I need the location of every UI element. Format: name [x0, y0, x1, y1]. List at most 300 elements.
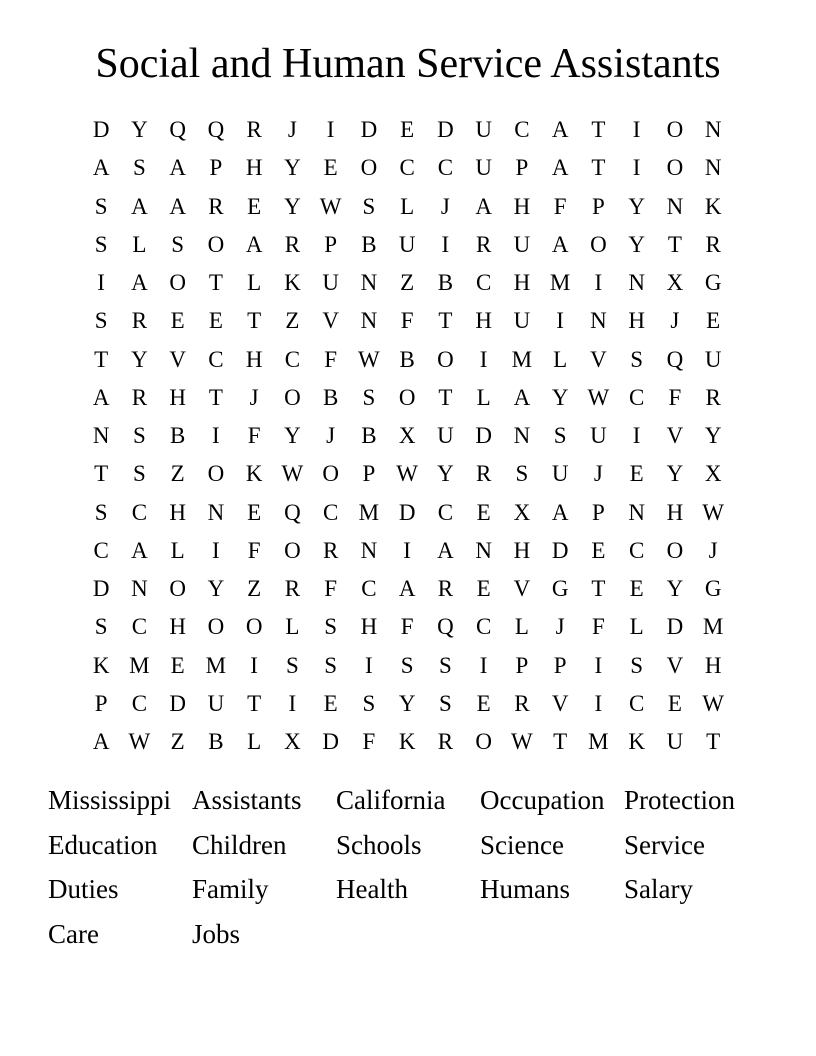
grid-letter: R [705, 231, 721, 257]
grid-letter: P [591, 499, 605, 525]
grid-letter: F [324, 576, 338, 601]
grid-row [82, 647, 734, 685]
grid-letter: U [666, 729, 684, 754]
grid-letter: N [628, 499, 645, 525]
grid-letter: D [475, 423, 492, 448]
grid-letter: L [553, 346, 568, 372]
grid-letter: A [92, 155, 110, 181]
grid-letter: W [587, 384, 610, 410]
grid-letter: I [556, 308, 564, 334]
grid-letter: M [549, 270, 571, 295]
grid-letter: T [208, 270, 223, 295]
word-list-item: Schools [336, 829, 422, 860]
word-list-item: Health [336, 874, 408, 904]
grid-letter: X [704, 461, 722, 487]
grid-letter: F [400, 614, 414, 640]
grid-letter: N [590, 308, 607, 334]
grid-letter: U [513, 308, 531, 334]
grid-letter: S [438, 652, 452, 678]
grid-letter: H [169, 384, 186, 410]
grid-letter: M [358, 499, 380, 525]
grid-letter: C [284, 346, 301, 372]
grid-letter: J [708, 537, 718, 563]
grid-letter: H [245, 346, 263, 372]
grid-letter: Y [437, 461, 454, 487]
grid-row [82, 570, 734, 608]
grid-letter: Y [207, 576, 225, 601]
grid-letter: R [475, 231, 492, 257]
grid-letter: R [246, 117, 262, 142]
grid-letter: C [628, 690, 645, 716]
grid-letter: O [284, 537, 301, 563]
grid-letter: X [284, 729, 301, 754]
grid-letter: U [590, 423, 607, 448]
grid-letter: Y [131, 117, 148, 142]
grid-row [82, 379, 734, 417]
grid-letter: J [326, 423, 336, 448]
grid-letter: B [322, 384, 339, 410]
grid-letter: P [553, 652, 567, 678]
page-title: Social and Human Service Assistants [95, 41, 721, 87]
grid-letter: L [476, 384, 491, 410]
word-list-item: Occupation [480, 785, 605, 815]
grid-letter: Y [628, 231, 645, 257]
grid-letter: Y [666, 576, 684, 601]
grid-letter: D [92, 576, 110, 601]
grid-letter: C [475, 270, 492, 295]
grid-letter: S [132, 423, 146, 448]
grid-letter: V [513, 576, 531, 601]
grid-letter: F [324, 346, 338, 372]
grid-letter: A [245, 231, 263, 257]
grid-letter: I [479, 346, 488, 372]
grid-letter: A [398, 576, 416, 601]
grid-letter: N [131, 576, 148, 601]
grid-letter: P [209, 155, 223, 181]
grid-letter: Y [628, 193, 645, 219]
grid-letter: O [245, 614, 263, 640]
word-list-item: Jobs [192, 918, 241, 949]
grid-letter: E [476, 499, 491, 525]
grid-letter: U [704, 346, 722, 372]
grid-letter: G [704, 576, 722, 601]
grid-letter: D [169, 690, 186, 716]
grid-letter: K [245, 461, 263, 487]
grid-letter: J [555, 614, 565, 640]
grid-letter: U [437, 423, 454, 448]
grid-letter: I [365, 652, 373, 678]
grid-letter: K [284, 270, 301, 295]
grid-letter: T [553, 729, 568, 754]
grid-letter: T [94, 461, 109, 487]
grid-letter: L [514, 614, 529, 640]
grid-letter: E [476, 690, 491, 716]
grid-letter: A [551, 231, 569, 257]
grid-letter: E [247, 499, 262, 525]
grid-letter: I [441, 231, 450, 257]
grid-letter: O [207, 231, 225, 257]
grid-letter: O [475, 729, 492, 754]
grid-letter: L [170, 537, 185, 563]
grid-letter: W [281, 461, 304, 487]
grid-letter: W [128, 729, 151, 754]
grid-letter: S [630, 346, 644, 372]
grid-letter: U [207, 690, 225, 716]
word-list-item: Science [480, 829, 564, 860]
grid-letter: M [511, 346, 533, 372]
grid-letter: S [171, 231, 185, 257]
grid-letter: A [92, 729, 110, 754]
grid-letter: V [590, 346, 607, 372]
grid-letter: A [131, 270, 148, 295]
grid-letter: Y [551, 384, 569, 410]
word-list-item: California [336, 785, 446, 815]
grid-letter: D [551, 537, 569, 563]
grid-letter: V [666, 423, 684, 448]
grid-letter: I [250, 652, 258, 678]
grid-letter: P [515, 652, 529, 678]
grid-letter: P [362, 461, 376, 487]
grid-letter: N [475, 537, 492, 563]
grid-letter: A [169, 193, 186, 219]
grid-letter: N [92, 423, 110, 448]
grid-row [82, 494, 734, 532]
grid-letter: N [704, 155, 722, 181]
grid-letter: Z [170, 461, 185, 487]
grid-letter: J [440, 193, 450, 219]
grid-letter: O [666, 117, 684, 142]
grid-row [82, 723, 734, 761]
grid-letter: Z [247, 576, 262, 601]
grid-letter: D [92, 117, 110, 142]
grid-letter: H [245, 155, 263, 181]
grid-letter: P [94, 690, 108, 716]
grid-letter: S [362, 193, 376, 219]
word-list-item: Family [192, 874, 269, 904]
grid-letter: R [284, 576, 301, 601]
grid-letter: A [131, 193, 148, 219]
grid-letter: W [702, 499, 724, 525]
grid-letter: A [131, 537, 148, 563]
word-list-item: Education [48, 829, 158, 860]
grid-letter: O [207, 614, 225, 640]
grid-letter: R [284, 231, 301, 257]
grid-letter: R [705, 384, 721, 410]
grid-letter: X [398, 423, 416, 448]
grid-letter: C [628, 537, 645, 563]
grid-letter: C [437, 155, 454, 181]
grid-letter: J [593, 461, 603, 487]
grid-letter: S [324, 614, 338, 640]
grid-letter: C [131, 690, 148, 716]
grid-letter: H [704, 652, 722, 678]
grid-letter: Z [170, 729, 185, 754]
grid-letter: H [666, 499, 684, 525]
grid-letter: X [513, 499, 531, 525]
grid-letter: E [208, 308, 223, 334]
grid-letter: E [706, 308, 721, 334]
letter-grid [82, 111, 734, 761]
grid-letter: U [513, 231, 531, 257]
grid-letter: T [706, 729, 721, 754]
grid-letter: I [97, 270, 105, 295]
grid-row [82, 111, 734, 149]
grid-letter: L [247, 729, 262, 754]
grid-letter: I [632, 117, 641, 142]
grid-letter: A [92, 384, 110, 410]
grid-row [82, 302, 734, 340]
grid-letter: D [322, 729, 339, 754]
grid-letter: S [553, 423, 567, 448]
grid-letter: Q [437, 614, 454, 640]
grid-letter: V [169, 346, 186, 372]
grid-letter: A [551, 499, 569, 525]
grid-row [82, 264, 734, 302]
grid-letter: Q [169, 117, 186, 142]
grid-letter: R [131, 308, 148, 334]
grid-letter: I [594, 270, 603, 295]
grid-letter: J [249, 384, 259, 410]
grid-letter: O [398, 384, 416, 410]
grid-letter: O [322, 461, 339, 487]
grid-letter: W [358, 346, 380, 372]
grid-letter: T [591, 155, 606, 181]
grid-letter: N [628, 270, 645, 295]
word-list [48, 778, 788, 956]
grid-letter: W [396, 461, 418, 487]
grid-letter: R [208, 193, 224, 219]
grid-letter: T [591, 576, 606, 601]
grid-letter: J [670, 308, 680, 334]
grid-letter: V [322, 308, 339, 334]
grid-letter: E [591, 537, 606, 563]
grid-letter: L [132, 231, 147, 257]
grid-letter: S [132, 155, 146, 181]
grid-letter: H [513, 270, 531, 295]
grid-letter: T [438, 308, 453, 334]
grid-letter: Y [284, 155, 301, 181]
grid-letter: U [551, 461, 569, 487]
grid-letter: S [132, 461, 146, 487]
grid-letter: R [437, 729, 454, 754]
grid-letter: B [361, 423, 377, 448]
grid-letter: Y [704, 423, 722, 448]
grid-letter: J [287, 117, 297, 142]
grid-letter: L [400, 193, 415, 219]
grid-row [82, 188, 734, 226]
word-list-item: Duties [48, 874, 119, 904]
grid-row [82, 608, 734, 646]
grid-letter: O [437, 346, 454, 372]
grid-letter: G [551, 576, 569, 601]
grid-row [82, 685, 734, 723]
grid-letter: Z [285, 308, 300, 334]
grid-letter: S [94, 614, 108, 640]
word-list-item: Children [192, 829, 287, 860]
grid-letter: I [632, 423, 641, 448]
grid-letter: O [360, 155, 378, 181]
grid-letter: P [515, 155, 529, 181]
grid-row [82, 226, 734, 264]
grid-letter: B [169, 423, 186, 448]
grid-letter: U [322, 270, 339, 295]
grid-letter: C [475, 614, 492, 640]
grid-letter: S [438, 690, 452, 716]
grid-letter: T [247, 690, 262, 716]
grid-letter: O [284, 384, 301, 410]
grid-letter: O [666, 155, 684, 181]
grid-letter: B [399, 346, 415, 372]
grid-letter: K [398, 729, 416, 754]
grid-letter: X [666, 270, 684, 295]
grid-letter: O [169, 576, 186, 601]
grid-letter: Y [284, 423, 301, 448]
grid-letter: A [513, 384, 531, 410]
grid-letter: F [553, 193, 567, 219]
grid-letter: V [551, 690, 569, 716]
grid-letter: T [247, 308, 262, 334]
grid-letter: I [326, 117, 335, 142]
grid-letter: C [131, 499, 148, 525]
grid-row [82, 455, 734, 493]
grid-letter: I [212, 423, 220, 448]
grid-letter: S [94, 308, 108, 334]
grid-letter: R [514, 690, 530, 716]
grid-letter: V [666, 652, 684, 678]
grid-letter: R [475, 461, 492, 487]
grid-letter: C [399, 155, 415, 181]
grid-letter: R [437, 576, 454, 601]
grid-letter: F [400, 308, 414, 334]
grid-letter: T [438, 384, 453, 410]
grid-letter: D [360, 117, 378, 142]
grid-letter: A [551, 155, 569, 181]
grid-letter: I [288, 690, 297, 716]
grid-letter: I [632, 155, 641, 181]
grid-letter: Q [666, 346, 684, 372]
grid-letter: A [475, 193, 492, 219]
grid-letter: B [437, 270, 454, 295]
grid-letter: T [94, 346, 109, 372]
word-list-item: Mississippi [48, 785, 172, 815]
grid-letter: M [129, 652, 150, 678]
grid-letter: S [400, 652, 414, 678]
grid-letter: R [131, 384, 148, 410]
grid-letter: Z [400, 270, 415, 295]
grid-letter: S [94, 231, 108, 257]
grid-letter: I [594, 690, 603, 716]
grid-letter: D [666, 614, 684, 640]
grid-letter: E [476, 576, 491, 601]
grid-letter: E [667, 690, 682, 716]
grid-letter: A [169, 155, 186, 181]
grid-letter: Y [666, 461, 684, 487]
grid-letter: I [212, 537, 220, 563]
grid-row [82, 532, 734, 570]
grid-letter: L [247, 270, 262, 295]
grid-letter: P [591, 193, 605, 219]
grid-letter: L [285, 614, 300, 640]
grid-letter: S [94, 193, 108, 219]
grid-letter: N [360, 537, 378, 563]
word-list-item: Humans [480, 874, 570, 904]
grid-letter: E [629, 461, 644, 487]
word-list-item: Care [48, 918, 99, 949]
grid-letter: S [324, 652, 338, 678]
grid-letter: R [322, 537, 339, 563]
grid-letter: Q [207, 117, 225, 142]
grid-letter: U [398, 231, 416, 257]
grid-letter: N [360, 308, 378, 334]
grid-letter: P [324, 231, 338, 257]
grid-letter: U [475, 155, 492, 181]
grid-letter: B [361, 231, 377, 257]
grid-letter: H [513, 193, 531, 219]
grid-letter: K [92, 652, 110, 678]
grid-letter: O [590, 231, 607, 257]
grid-letter: C [437, 499, 454, 525]
grid-letter: M [702, 614, 724, 640]
grid-letter: A [551, 117, 569, 142]
grid-letter: F [247, 423, 261, 448]
grid-letter: N [704, 117, 722, 142]
grid-letter: K [628, 729, 645, 754]
grid-letter: C [361, 576, 377, 601]
grid-letter: H [360, 614, 378, 640]
grid-letter: D [437, 117, 454, 142]
grid-letter: G [704, 270, 722, 295]
grid-letter: Y [284, 193, 301, 219]
grid-letter: N [207, 499, 225, 525]
grid-letter: Y [398, 690, 416, 716]
grid-letter: C [208, 346, 224, 372]
word-list-item: Service [624, 829, 705, 860]
grid-letter: S [362, 690, 376, 716]
grid-letter: K [704, 193, 722, 219]
grid-letter: T [591, 117, 606, 142]
grid-letter: U [475, 117, 492, 142]
grid-letter: H [169, 499, 186, 525]
grid-letter: Q [284, 499, 301, 525]
grid-letter: F [362, 729, 376, 754]
grid-letter: W [702, 690, 724, 716]
grid-letter: S [630, 652, 644, 678]
grid-letter: F [591, 614, 605, 640]
grid-letter: L [629, 614, 644, 640]
grid-letter: O [207, 461, 225, 487]
grid-letter: E [247, 193, 262, 219]
grid-letter: W [511, 729, 533, 754]
grid-letter: I [403, 537, 411, 563]
grid-letter: H [169, 614, 186, 640]
grid-letter: C [322, 499, 339, 525]
grid-letter: T [208, 384, 223, 410]
grid-letter: N [666, 193, 684, 219]
grid-letter: A [437, 537, 454, 563]
grid-letter: E [323, 690, 338, 716]
grid-letter: C [628, 384, 645, 410]
grid-letter: C [93, 537, 109, 563]
grid-letter: O [666, 537, 684, 563]
grid-letter: E [400, 117, 415, 142]
grid-letter: N [513, 423, 531, 448]
grid-letter: E [170, 308, 185, 334]
grid-letter: N [360, 270, 378, 295]
grid-letter: I [479, 652, 488, 678]
grid-letter: O [169, 270, 186, 295]
grid-letter: S [285, 652, 299, 678]
grid-letter: F [247, 537, 261, 563]
